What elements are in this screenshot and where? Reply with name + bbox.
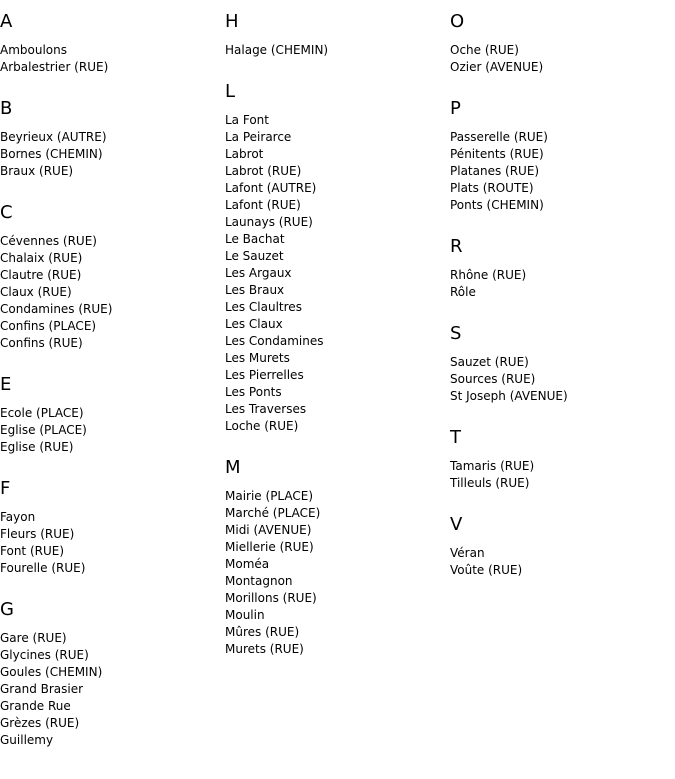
street-list	[0, 509, 220, 577]
street-name: Pénitents (RUE)	[450, 147, 544, 161]
street-name: Loche (RUE)	[225, 419, 299, 433]
street-name: Sources (RUE)	[450, 372, 536, 386]
street-list	[0, 405, 220, 456]
street-name: Labrot	[225, 147, 264, 161]
letter-heading: V	[450, 514, 463, 535]
letter-section	[0, 11, 220, 76]
street-name: Grand Brasier	[0, 682, 84, 696]
street-name: Launays (RUE)	[225, 215, 313, 229]
street-list	[450, 129, 670, 214]
street-list	[0, 129, 220, 180]
street-name: Murets (RUE)	[225, 642, 304, 656]
street-name: St Joseph (AVENUE)	[450, 389, 568, 403]
street-name: Miellerie (RUE)	[225, 540, 314, 554]
street-name: Le Sauzet	[225, 249, 284, 263]
street-name: Les Claux	[225, 317, 283, 331]
letter-section	[225, 457, 445, 658]
street-name: Eglise (RUE)	[0, 440, 74, 454]
letter-heading: P	[450, 98, 461, 119]
letter-heading: B	[0, 98, 13, 119]
letter-heading: E	[0, 374, 12, 395]
letter-section	[450, 11, 670, 76]
letter-section	[0, 599, 220, 749]
letter-heading: G	[0, 599, 14, 620]
street-name: Goules (CHEMIN)	[0, 665, 103, 679]
letter-section	[225, 11, 445, 59]
street-name: Lafont (AUTRE)	[225, 181, 317, 195]
street-name: Arbalestrier (RUE)	[0, 60, 109, 74]
street-name: Les Murets	[225, 351, 290, 365]
street-name: La Font	[225, 113, 269, 127]
letter-heading: O	[450, 11, 465, 32]
letter-heading: A	[0, 11, 13, 32]
street-name: Marché (PLACE)	[225, 506, 321, 520]
street-name: Font (RUE)	[0, 544, 65, 558]
street-name: Eglise (PLACE)	[0, 423, 87, 437]
street-name: Bornes (CHEMIN)	[0, 147, 103, 161]
letter-section	[0, 202, 220, 352]
letter-heading: C	[0, 202, 13, 223]
street-name: Guillemy	[0, 733, 54, 747]
street-name: Les Pierrelles	[225, 368, 304, 382]
index-column	[0, 11, 220, 771]
street-name: Claux (RUE)	[0, 285, 72, 299]
street-name: Fourelle (RUE)	[0, 561, 86, 575]
street-name: Les Condamines	[225, 334, 324, 348]
street-name: Ozier (AVENUE)	[450, 60, 544, 74]
street-list	[450, 42, 670, 76]
street-name: Labrot (RUE)	[225, 164, 302, 178]
street-list	[225, 488, 445, 658]
street-name: Ponts (CHEMIN)	[450, 198, 544, 212]
street-name: Les Traverses	[225, 402, 307, 416]
street-name: Les Claultres	[225, 300, 302, 314]
letter-heading: H	[225, 11, 239, 32]
street-name: Braux (RUE)	[0, 164, 74, 178]
street-name: Confins (RUE)	[0, 336, 83, 350]
street-name: Morillons (RUE)	[225, 591, 317, 605]
letter-section	[450, 427, 670, 492]
letter-heading: L	[225, 81, 236, 102]
street-list	[450, 354, 670, 405]
index-column	[450, 11, 670, 601]
letter-section	[450, 98, 670, 214]
letter-heading: S	[450, 323, 462, 344]
street-name: Sauzet (RUE)	[450, 355, 529, 369]
street-name: Lafont (RUE)	[225, 198, 301, 212]
street-name: Le Bachat	[225, 232, 285, 246]
street-name: Midi (AVENUE)	[225, 523, 312, 537]
street-name: Chalaix (RUE)	[0, 251, 83, 265]
street-name: Moméa	[225, 557, 270, 571]
street-name: Gare (RUE)	[0, 631, 67, 645]
street-name: Fayon	[0, 510, 36, 524]
street-name: Passerelle (RUE)	[450, 130, 548, 144]
street-name: Les Braux	[225, 283, 285, 297]
street-list	[0, 42, 220, 76]
street-name: Rôle	[450, 285, 476, 299]
street-name: Tamaris (RUE)	[450, 459, 535, 473]
letter-heading: T	[450, 427, 461, 448]
street-list	[450, 458, 670, 492]
street-list	[450, 545, 670, 579]
street-name: Voûte (RUE)	[450, 563, 523, 577]
letter-section	[0, 478, 220, 577]
street-list	[0, 233, 220, 352]
letter-section	[225, 81, 445, 435]
letter-section	[0, 98, 220, 180]
street-name: Clautre (RUE)	[0, 268, 82, 282]
street-list	[450, 267, 670, 301]
street-name: Confins (PLACE)	[0, 319, 97, 333]
street-name: Tilleuls (RUE)	[450, 476, 530, 490]
street-name: Halage (CHEMIN)	[225, 43, 329, 57]
letter-section	[0, 374, 220, 456]
letter-heading: R	[450, 236, 463, 257]
street-name: Moulin	[225, 608, 265, 622]
street-name: Ecole (PLACE)	[0, 406, 84, 420]
street-name: Mairie (PLACE)	[225, 489, 314, 503]
street-name: Cévennes (RUE)	[0, 234, 97, 248]
street-name: Condamines (RUE)	[0, 302, 113, 316]
letter-section	[450, 236, 670, 301]
street-name: Beyrieux (AUTRE)	[0, 130, 107, 144]
street-list	[225, 112, 445, 435]
street-name: Glycines (RUE)	[0, 648, 89, 662]
letter-section	[450, 514, 670, 579]
street-name: La Peirarce	[225, 130, 292, 144]
street-name: Fleurs (RUE)	[0, 527, 75, 541]
index-column	[225, 11, 445, 680]
street-list	[225, 42, 445, 59]
letter-heading: F	[0, 478, 11, 499]
letter-heading: M	[225, 457, 241, 478]
street-name: Grande Rue	[0, 699, 71, 713]
street-name: Oche (RUE)	[450, 43, 519, 57]
street-name: Amboulons	[0, 43, 67, 57]
street-name: Les Argaux	[225, 266, 292, 280]
street-list	[0, 630, 220, 749]
street-name: Les Ponts	[225, 385, 282, 399]
letter-section	[450, 323, 670, 405]
street-name: Plats (ROUTE)	[450, 181, 534, 195]
street-name: Rhône (RUE)	[450, 268, 527, 282]
street-name: Grèzes (RUE)	[0, 716, 80, 730]
street-name: Mûres (RUE)	[225, 625, 300, 639]
street-name: Platanes (RUE)	[450, 164, 540, 178]
street-name: Véran	[450, 546, 485, 560]
street-name: Montagnon	[225, 574, 293, 588]
